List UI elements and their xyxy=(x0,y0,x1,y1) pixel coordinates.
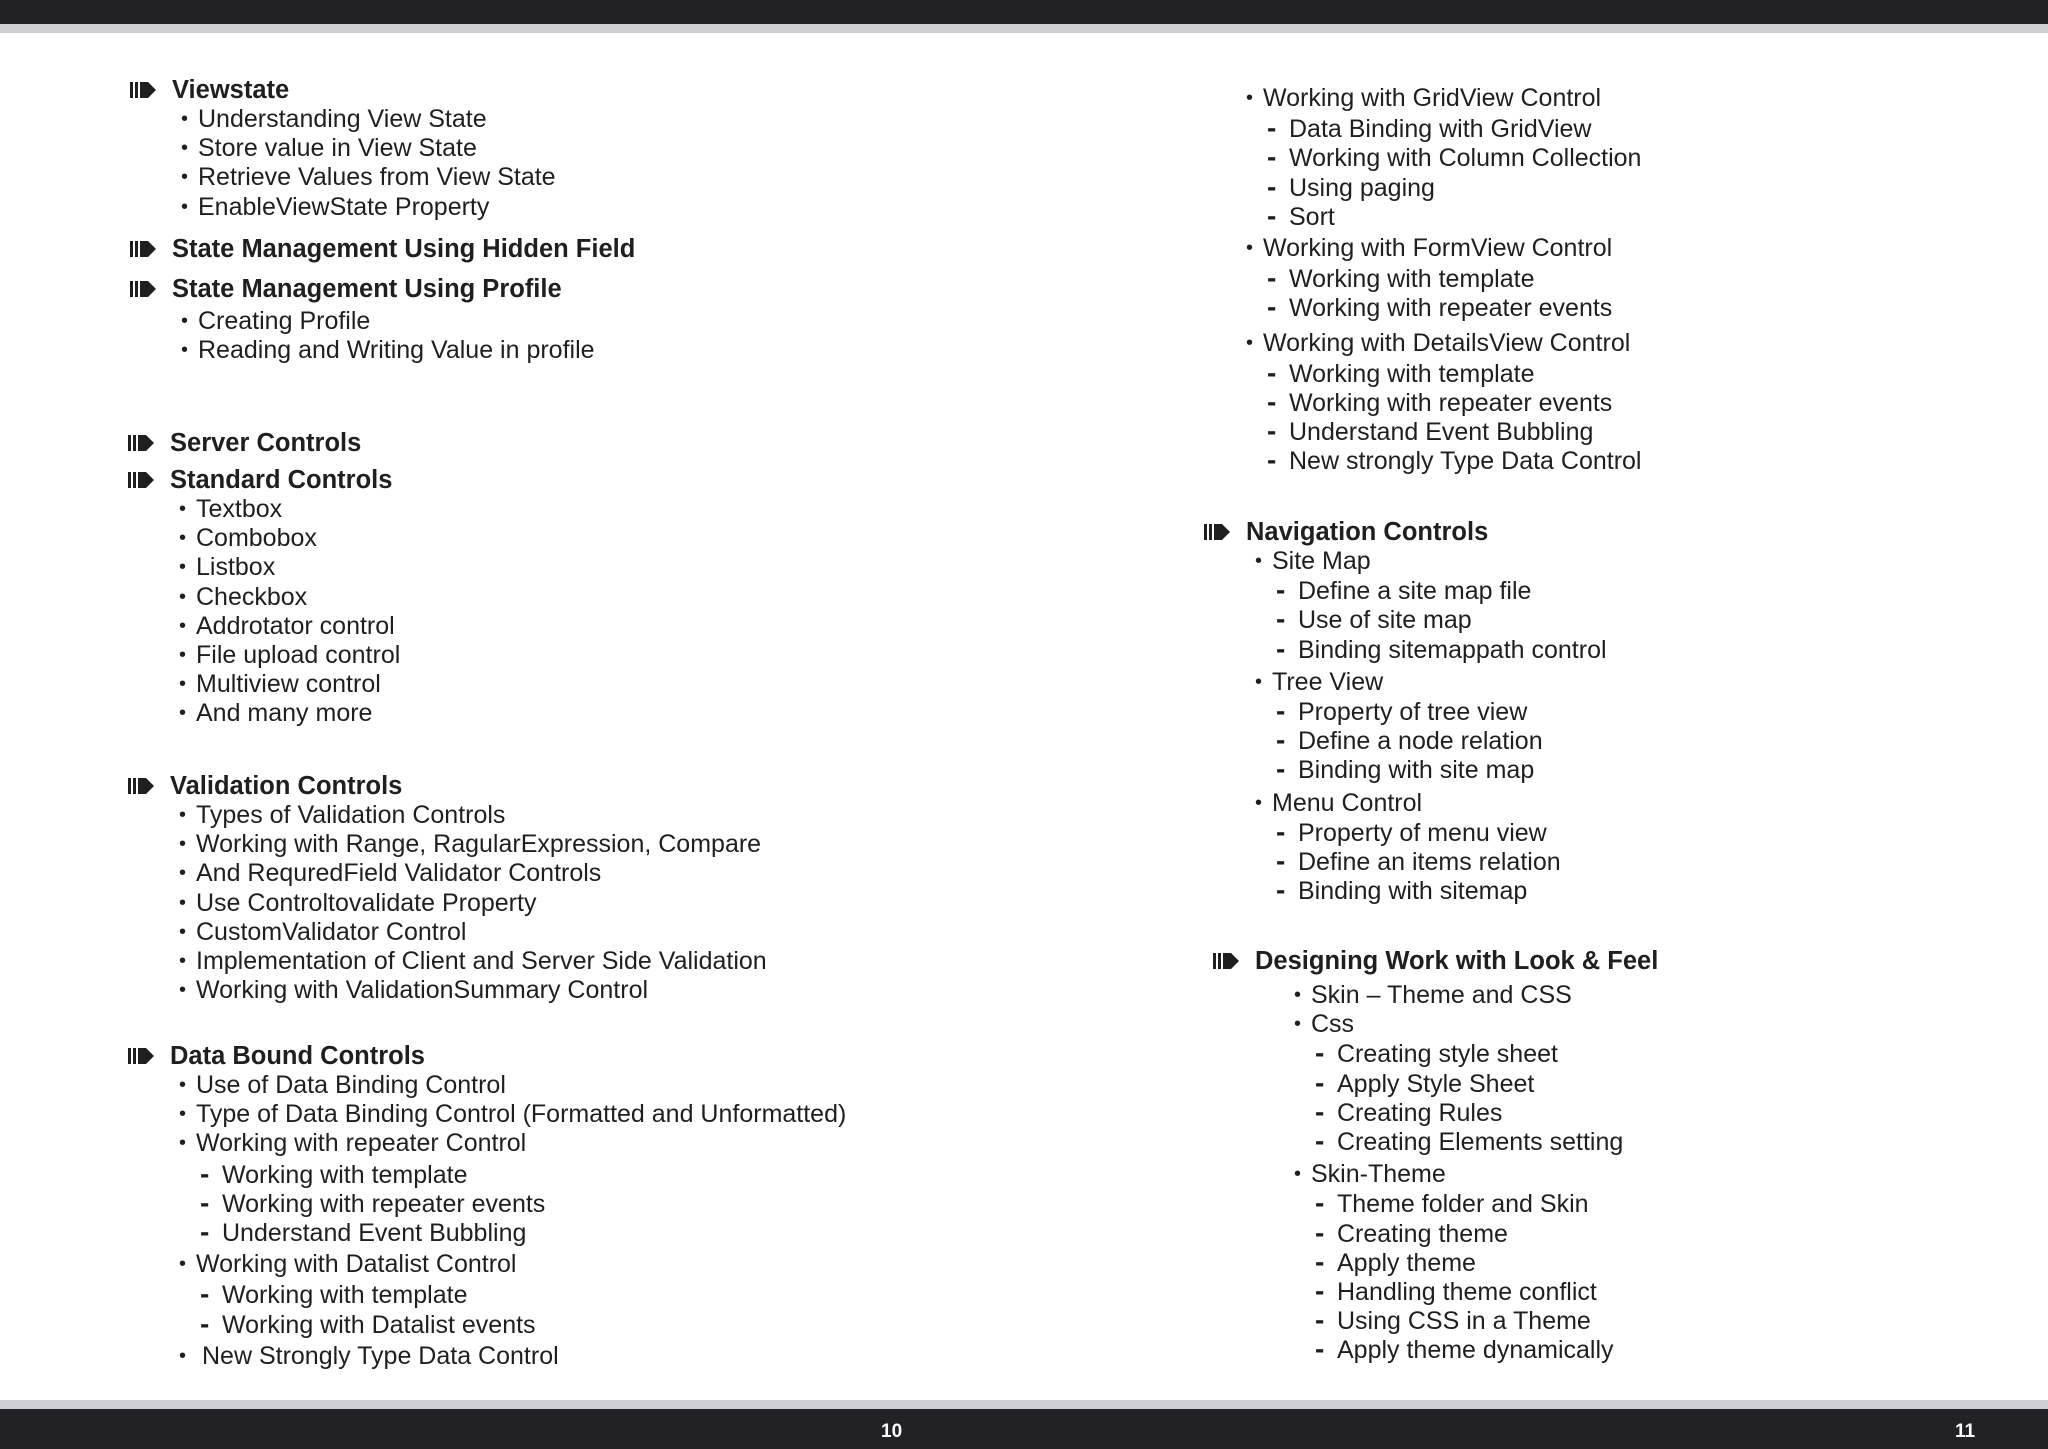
arrow-right-icon xyxy=(1204,520,1230,544)
list-item: • And RequredField Validator Controls xyxy=(179,859,602,888)
sub-list-item: - Understand Event Bubbling xyxy=(1267,415,1594,447)
sub-list-item: - Property of tree view xyxy=(1276,695,1528,727)
sub-list-item: - Creating theme xyxy=(1315,1216,1508,1248)
sub-list-item: - Working with template xyxy=(1267,262,1535,294)
list-item: • Creating Profile xyxy=(181,307,371,335)
sub-list-item: - Binding with site map xyxy=(1276,753,1535,785)
list-item: • Skin-Theme xyxy=(1294,1160,1446,1189)
arrow-right-icon xyxy=(1213,949,1239,973)
sub-list-item: - Working with Datalist events xyxy=(200,1307,536,1339)
page-number-left: 10 xyxy=(881,1421,903,1442)
list-item: • Working with Datalist Control xyxy=(179,1250,517,1279)
list-item: • Tree View xyxy=(1255,667,1384,696)
list-item: • Textbox xyxy=(179,495,283,523)
list-item: • Types of Validation Controls xyxy=(179,801,506,829)
section-heading: Standard Controls xyxy=(170,466,400,495)
sub-list-item: - Apply Style Sheet xyxy=(1315,1066,1535,1098)
sub-list-item: - Binding sitemappath control xyxy=(1276,632,1607,664)
sub-list-item: - Use of site map xyxy=(1276,603,1472,635)
section-look-and-feel xyxy=(1255,947,1658,1366)
sub-list-item: - Property of menu view xyxy=(1276,815,1547,847)
list-item: • Type of Data Binding Control (Formatted and Unformatted) xyxy=(179,1100,847,1129)
arrow-right-icon xyxy=(130,277,156,301)
section-heading: Viewstate xyxy=(172,76,556,105)
list-item: • New Strongly Type Data Control xyxy=(179,1341,559,1370)
sub-list-item: - Sort xyxy=(1267,199,1335,231)
section-data-bound-controls xyxy=(170,1042,846,1371)
sub-list-item: - Working with template xyxy=(200,1157,468,1189)
section-heading: Server Controls xyxy=(170,429,361,458)
sub-list-item: - Binding with sitemap xyxy=(1276,874,1528,906)
list-item: • Working with GridView Control xyxy=(1246,84,1602,112)
section-heading: Data Bound Controls xyxy=(170,1042,846,1071)
sub-list-item: - Creating style sheet xyxy=(1315,1037,1558,1069)
section-profile xyxy=(172,275,595,365)
arrow-right-icon xyxy=(130,78,156,102)
list-item: • Understanding View State xyxy=(181,105,487,133)
section-validation-controls xyxy=(170,772,767,1005)
list-item: • Checkbox xyxy=(179,582,308,611)
list-item: • Css xyxy=(1294,1010,1355,1039)
sub-list-item: - Define a site map file xyxy=(1276,574,1532,606)
section-viewstate xyxy=(172,76,556,222)
list-item: • Working with Range, RagularExpression, Compare xyxy=(179,830,762,859)
list-item: • Implementation of Client and Server Side Validation xyxy=(179,947,767,976)
list-item: • Reading and Writing Value in profile xyxy=(181,336,595,365)
sub-list-item: - Working with repeater events xyxy=(1267,291,1613,323)
list-item: • File upload control xyxy=(179,641,401,670)
list-item: • Skin – Theme and CSS xyxy=(1294,981,1572,1009)
list-item: • EnableViewState Property xyxy=(181,192,490,221)
sub-list-item: - Creating Elements setting xyxy=(1315,1125,1624,1157)
section-heading: State Management Using Hidden Field xyxy=(172,235,635,264)
list-item: • Working with ValidationSummary Control xyxy=(179,976,649,1005)
sub-list-item: - Define a node relation xyxy=(1276,724,1543,756)
bottom-strip xyxy=(0,1400,2048,1409)
list-item: • CustomValidator Control xyxy=(179,917,467,946)
sub-list-item: - Working with template xyxy=(1267,356,1535,388)
sub-list-item: - Using paging xyxy=(1267,170,1435,202)
section-heading: Navigation Controls xyxy=(1246,518,1607,547)
list-item: • Addrotator control xyxy=(179,611,395,640)
section-gridview xyxy=(1246,84,1642,477)
sub-list-item: - Apply theme dynamically xyxy=(1315,1333,1614,1365)
page-number-right: 11 xyxy=(1955,1421,1976,1442)
arrow-right-icon xyxy=(128,431,154,455)
list-item: • Working with FormView Control xyxy=(1246,234,1613,263)
arrow-right-icon xyxy=(130,237,156,261)
sub-list-item: - New strongly Type Data Control xyxy=(1267,444,1642,476)
section-standard-controls xyxy=(170,466,400,729)
list-item: • And many more xyxy=(179,699,373,728)
list-item: • Working with DetailsView Control xyxy=(1246,328,1631,357)
list-item: • Multiview control xyxy=(179,670,381,699)
sub-list-item: - Working with Column Collection xyxy=(1267,141,1642,173)
list-item: • Store value in View State xyxy=(181,134,477,163)
sub-list-item: - Working with template xyxy=(200,1278,468,1310)
list-item: • Retrieve Values from View State xyxy=(181,163,556,192)
arrow-right-icon xyxy=(128,1044,154,1068)
sub-list-item: - Define an items relation xyxy=(1276,845,1561,877)
list-item: • Combobox xyxy=(179,524,317,553)
arrow-right-icon xyxy=(128,774,154,798)
sub-list-item: - Theme folder and Skin xyxy=(1315,1187,1589,1219)
section-heading: Designing Work with Look & Feel xyxy=(1255,947,1658,976)
sub-list-item: - Apply theme xyxy=(1315,1245,1476,1277)
list-item: • Use of Data Binding Control xyxy=(179,1071,506,1099)
top-bar xyxy=(0,0,2048,24)
sub-list-item: - Working with repeater events xyxy=(200,1186,546,1218)
top-strip xyxy=(0,24,2048,33)
sub-list-item: - Creating Rules xyxy=(1315,1095,1503,1127)
list-item: • Menu Control xyxy=(1255,788,1423,817)
list-item: • Working with repeater Control xyxy=(179,1129,527,1158)
list-item: • Use Controltovalidate Property xyxy=(179,888,537,917)
section-hidden-field xyxy=(172,235,635,264)
arrow-right-icon xyxy=(128,468,154,492)
sub-list-item: - Data Binding with GridView xyxy=(1267,112,1592,144)
section-heading: Validation Controls xyxy=(170,772,767,801)
section-server-controls xyxy=(170,429,361,458)
section-navigation-controls xyxy=(1246,518,1607,906)
bottom-bar xyxy=(0,1409,2048,1449)
sub-list-item: - Handling theme conflict xyxy=(1315,1275,1597,1307)
sub-list-item: - Understand Event Bubbling xyxy=(200,1216,527,1248)
list-item: • Site Map xyxy=(1255,547,1371,575)
sub-list-item: - Working with repeater events xyxy=(1267,386,1613,418)
section-heading: State Management Using Profile xyxy=(172,275,595,304)
sub-list-item: - Using CSS in a Theme xyxy=(1315,1304,1591,1336)
list-item: • Listbox xyxy=(179,553,276,582)
